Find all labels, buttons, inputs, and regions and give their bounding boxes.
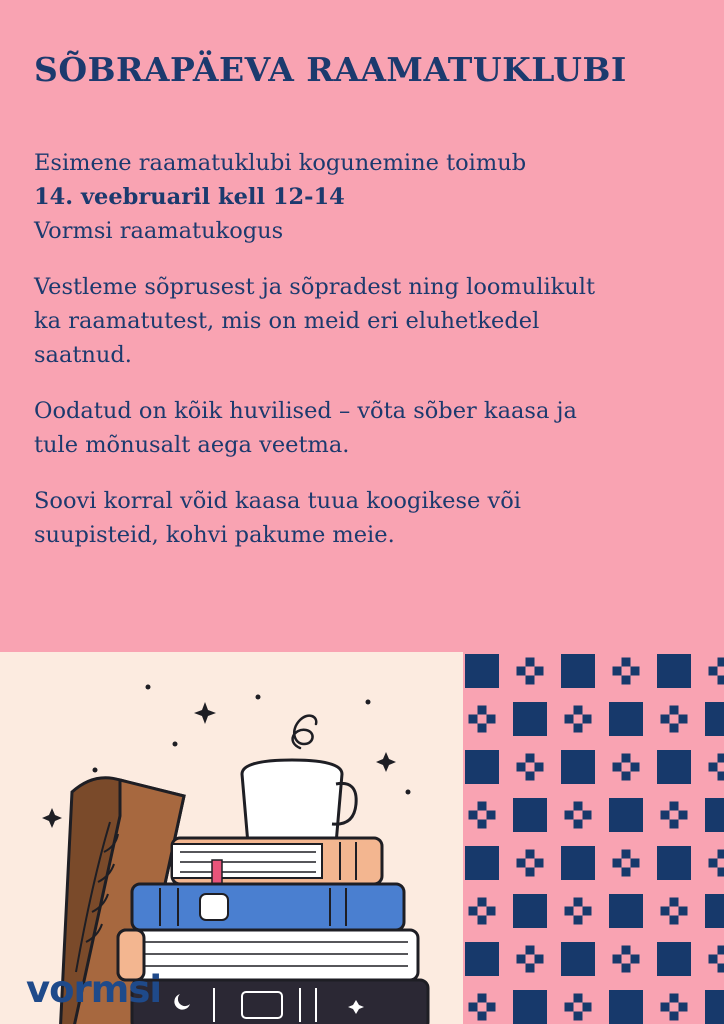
pattern-tile [517, 754, 544, 781]
pattern-tile [565, 898, 592, 925]
vormsi-logo: vormsi [26, 968, 162, 1011]
pattern-tile [613, 754, 640, 781]
pattern-tile [469, 706, 496, 733]
pattern-tile [565, 706, 592, 733]
pattern-tile [513, 798, 547, 832]
event-place: Vormsi raamatukogus [34, 218, 284, 244]
snacks-paragraph [34, 484, 694, 552]
pattern-tile [517, 850, 544, 877]
dark-book [132, 980, 428, 1024]
description-line: Vestleme sõprusest ja sõpradest ning loomulikult [34, 274, 596, 300]
pattern-tile [517, 946, 544, 973]
pattern-tile [561, 654, 595, 688]
blue-book [132, 884, 404, 930]
snacks-line: Soovi korral võid kaasa tuua koogikese või [34, 488, 521, 514]
description-line: ka raamatutest, mis on meid eri eluhetkedel [34, 308, 540, 334]
intro-paragraph [34, 146, 694, 248]
pattern-tile [661, 802, 688, 829]
steam-swirl-icon [293, 716, 317, 748]
pattern-tile [465, 654, 499, 688]
pattern-tile [609, 990, 643, 1024]
event-date-time: 14. veebruaril kell 12-14 [34, 184, 345, 210]
pattern-tile [465, 846, 499, 880]
intro-line: Esimene raamatuklubi kogunemine toimub [34, 150, 527, 176]
pattern-tile [661, 898, 688, 925]
invitation-line: Oodatud on kõik huvilised – võta sõber kaasa ja [34, 398, 577, 424]
pattern-tile [561, 942, 595, 976]
pattern-tile [709, 850, 724, 877]
pattern-tile [613, 850, 640, 877]
description-line: saatnud. [34, 342, 132, 368]
pattern-tile [565, 994, 592, 1021]
peach-book [172, 838, 382, 884]
pattern-tile [709, 754, 724, 781]
pattern-tile [613, 946, 640, 973]
pattern-tile [469, 994, 496, 1021]
description-paragraph [34, 270, 694, 372]
white-book [118, 930, 418, 980]
pattern-tile [609, 702, 643, 736]
pattern-tile [513, 894, 547, 928]
pattern-tile [513, 990, 547, 1024]
pattern-tile [613, 658, 640, 685]
pattern-tile [705, 702, 724, 736]
pattern-tile [709, 658, 724, 685]
pattern-tile [657, 750, 691, 784]
invitation-paragraph [34, 394, 694, 462]
pattern-tile [661, 994, 688, 1021]
pattern-tile [561, 750, 595, 784]
pattern-tile [705, 894, 724, 928]
pattern-tile [517, 658, 544, 685]
pattern-tile [561, 846, 595, 880]
pattern-tile [465, 750, 499, 784]
checker-pattern [463, 652, 724, 1024]
pattern-tile [513, 702, 547, 736]
pattern-tile [609, 798, 643, 832]
pattern-tile [661, 706, 688, 733]
pattern-tile [657, 942, 691, 976]
pattern-tile [657, 654, 691, 688]
pattern-tile [469, 898, 496, 925]
pattern-tile [705, 990, 724, 1024]
pattern-tile [709, 946, 724, 973]
invitation-line: tule mõnusalt aega veetma. [34, 432, 350, 458]
text-block [34, 50, 694, 552]
pattern-tile [609, 894, 643, 928]
pattern-tile [657, 846, 691, 880]
pattern-tile [465, 942, 499, 976]
pattern-tile [705, 798, 724, 832]
pattern-tile [469, 802, 496, 829]
poster-title: SÕBRAPÄEVA RAAMATUKLUBI [34, 50, 627, 89]
snacks-line: suupisteid, kohvi pakume meie. [34, 522, 395, 548]
pattern-tile [565, 802, 592, 829]
